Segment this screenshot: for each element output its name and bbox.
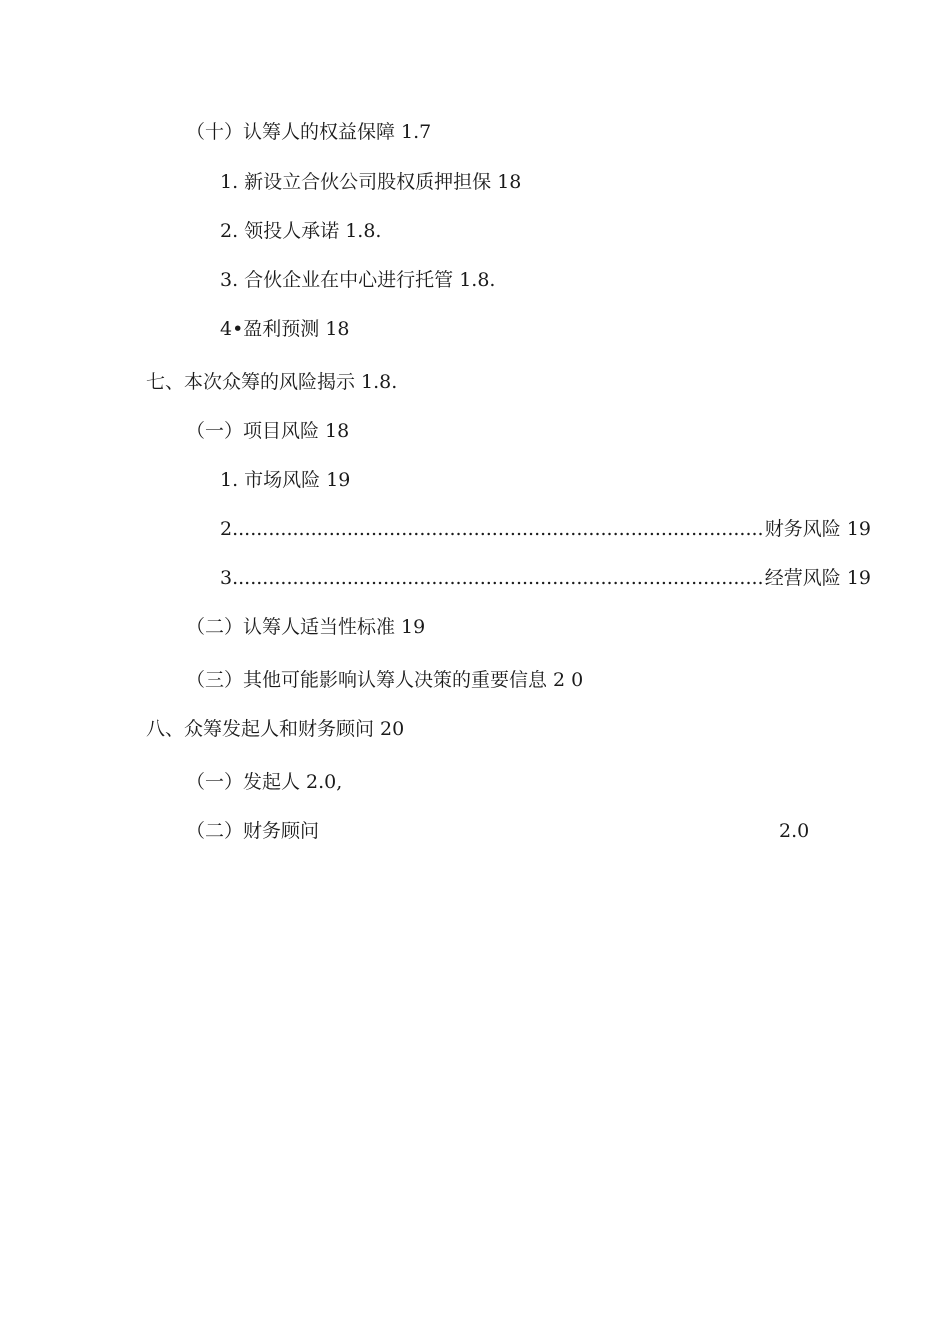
toc-entry-sponsor-and-advisor: 八、众筹发起人和财务顾问 20 [146, 718, 405, 740]
toc-entry-page-number: 2.0 [779, 820, 810, 842]
dot-leader [232, 517, 765, 541]
toc-entry-title: 财务风险 19 [764, 518, 871, 540]
toc-entry-lead-investor-promise: 2. 领投人承诺 1.8. [220, 220, 382, 242]
toc-entry-investor-suitability: （二）认筹人适当性标准 19 [186, 616, 426, 638]
toc-entry-title: 经营风险 19 [764, 567, 871, 589]
toc-entry-profit-forecast: 4•盈利预测 18 [220, 318, 350, 340]
toc-entry-project-risk: （一）项目风险 18 [186, 420, 350, 442]
toc-entry-number: 2 [220, 518, 233, 540]
toc-entry-financial-risk [220, 517, 871, 541]
toc-entry-partnership-custody: 3. 合伙企业在中心进行托管 1.8. [220, 269, 496, 291]
toc-entry-risk-disclosure: 七、本次众筹的风险揭示 1.8. [146, 371, 398, 393]
toc-entry-financial-advisor: （二）财务顾问 [186, 820, 320, 842]
toc-entry-other-important-info: （三）其他可能影响认筹人决策的重要信息 2 0 [186, 669, 584, 691]
toc-entry-number: 3 [220, 567, 233, 589]
toc-entry-equity-pledge: 1. 新设立合伙公司股权质押担保 18 [220, 171, 522, 193]
toc-entry-sponsor: （一）发起人 2.0, [186, 771, 343, 793]
toc-entry-rights-protection: （十）认筹人的权益保障 1.7 [186, 121, 432, 143]
toc-entry-operating-risk [220, 566, 871, 590]
dot-leader [232, 566, 765, 590]
toc-entry-market-risk: 1. 市场风险 19 [220, 469, 351, 491]
